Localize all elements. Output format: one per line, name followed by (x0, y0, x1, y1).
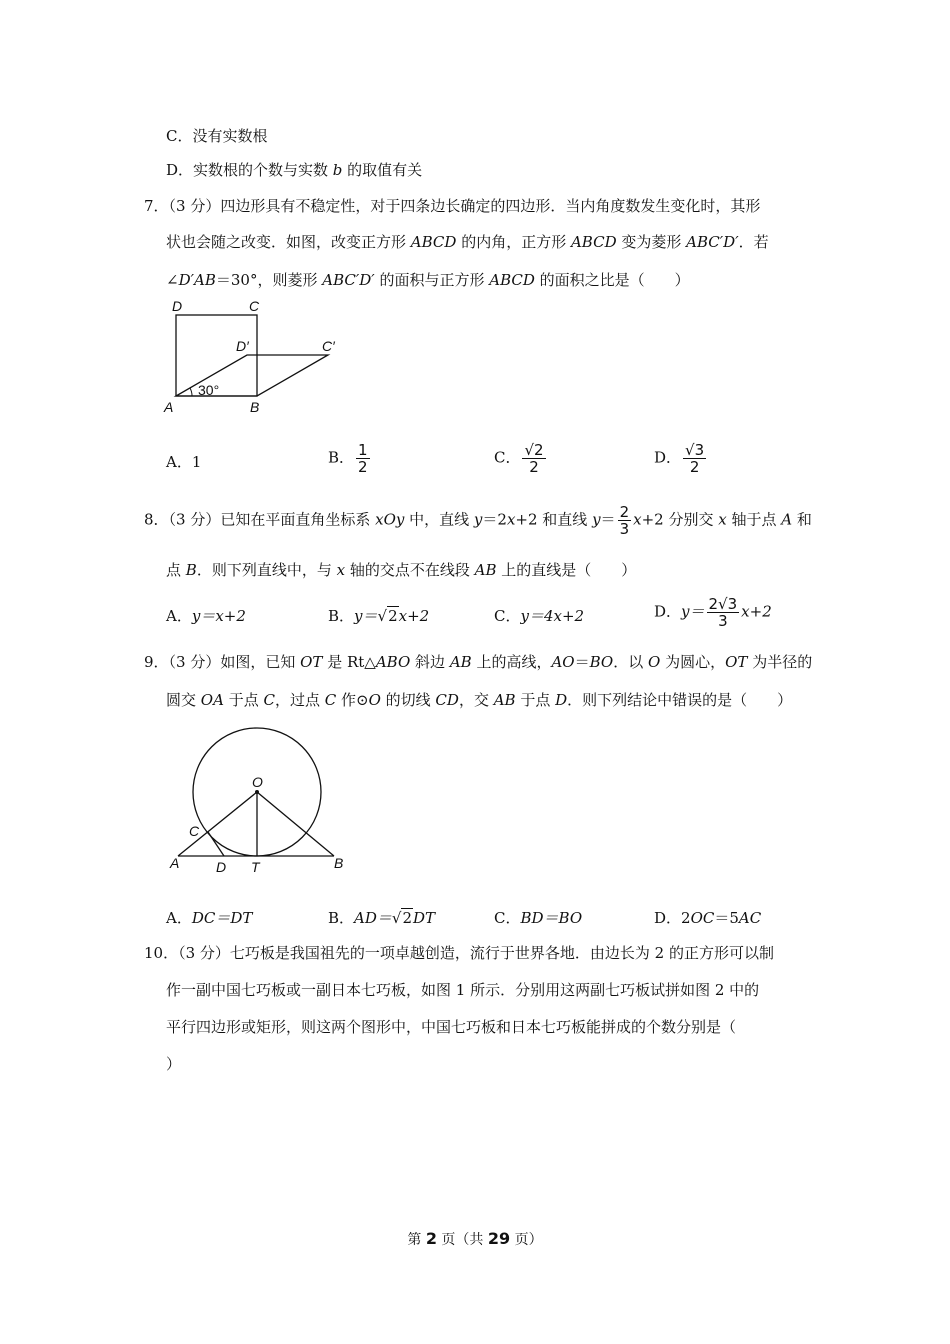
q7-stem-line3: ∠D′AB＝30°，则菱形 ABC′D′ 的面积与正方形 ABCD 的面积之比是（ ） (166, 271, 690, 289)
q8-stem-line2: 点 B．则下列直线中，与 x 轴的交点不在线段 AB 上的直线是（ ） (166, 561, 637, 579)
label-a: A (164, 399, 174, 415)
q10-stem-line3: 平行四边形或矩形，则这两个图形中，中国七巧板和日本七巧板能拼成的个数分别是（ (166, 1018, 737, 1036)
q7-stem-line2: 状也会随之改变．如图，改变正方形 ABCD 的内角，正方形 ABCD 变为菱形 ABC′D′．若 (166, 233, 769, 251)
q10-stem-line4: ） (166, 1055, 182, 1073)
tangent-cd (208, 832, 224, 856)
q9-option-a: A．DC＝DT (166, 909, 253, 927)
label-c: C (249, 298, 260, 314)
label-c: C (189, 823, 200, 839)
q10-stem-line2: 作一副中国七巧板或一副日本七巧板，如图 1 所示．分别用这两副七巧板试拼如图 2 中的 (166, 981, 760, 999)
q7-option-d: D． $\frac{√3}{2}$ (654, 441, 705, 476)
q9-figure (160, 725, 360, 875)
q8-option-a: A．y＝x+2 (166, 607, 246, 625)
q9-stem-line1: 9．（3 分）如图，已知 OT 是 Rt△ABO 斜边 AB 上的高线，AO＝BO．以 O 为圆心，OT 为半径的 (144, 653, 813, 671)
label-d: D (216, 859, 227, 875)
page-total: 29 (487, 1229, 511, 1248)
q10-stem-line1: 10．（3 分）七巧板是我国祖先的一项卓越创造，流行于世界各地．由边长为 2 的正方形可以制 (144, 944, 774, 962)
label-a: A (170, 855, 180, 871)
q8-stem-line1: 8．（3 分）已知在平面直角坐标系 xOy 中，直线 y＝2x+2 和直线 y＝ $\frac{2}{3}$ x+2 分别交 x 轴于点 A 和 (144, 503, 812, 538)
q9-option-d: D．2OC＝5AC (654, 909, 762, 927)
label-t: T (251, 859, 260, 875)
q6-option-d: D．实数根的个数与实数 b 的取值有关 (166, 161, 423, 179)
page-number: 2 (425, 1229, 437, 1248)
page-footer: 第 2 页（共 29 页） (407, 1229, 543, 1248)
q7-option-b: B． $\frac{1}{2}$ (328, 441, 368, 476)
q8-option-c: C．y＝4x+2 (494, 607, 585, 625)
q7-figure (160, 295, 360, 420)
label-c-prime: C′ (322, 338, 335, 354)
label-b: B (334, 855, 344, 871)
q8-option-b: B．y＝√2x+2 (328, 607, 430, 625)
center-dot (255, 790, 259, 794)
label-d-prime: D′ (236, 338, 249, 354)
label-angle: 30° (198, 382, 220, 398)
label-o: O (252, 774, 263, 790)
label-b: B (250, 399, 260, 415)
q9-option-c: C．BD＝BO (494, 909, 583, 927)
q6-option-c: C．没有实数根 (166, 127, 268, 145)
q7-option-a: A．1 (166, 453, 202, 471)
q9-option-b: B．AD＝√2DT (328, 909, 436, 927)
q8-option-d: D．y＝ $\frac{2√3}{3}$ x+2 (654, 595, 772, 630)
label-d: D (172, 298, 183, 314)
q8-fraction: $\frac{2}{3}$ (619, 503, 630, 538)
q7-stem-line1: 7．（3 分）四边形具有不稳定性，对于四条边长确定的四边形．当内角度数发生变化时，其形 (144, 197, 761, 215)
angle-arc (190, 388, 192, 396)
q9-stem-line2: 圆交 OA 于点 C，过点 C 作⊙O 的切线 CD，交 AB 于点 D．则下列结论中错误的是（ ） (166, 691, 793, 709)
q7-option-c: C． $\frac{√2}{2}$ (494, 441, 544, 476)
